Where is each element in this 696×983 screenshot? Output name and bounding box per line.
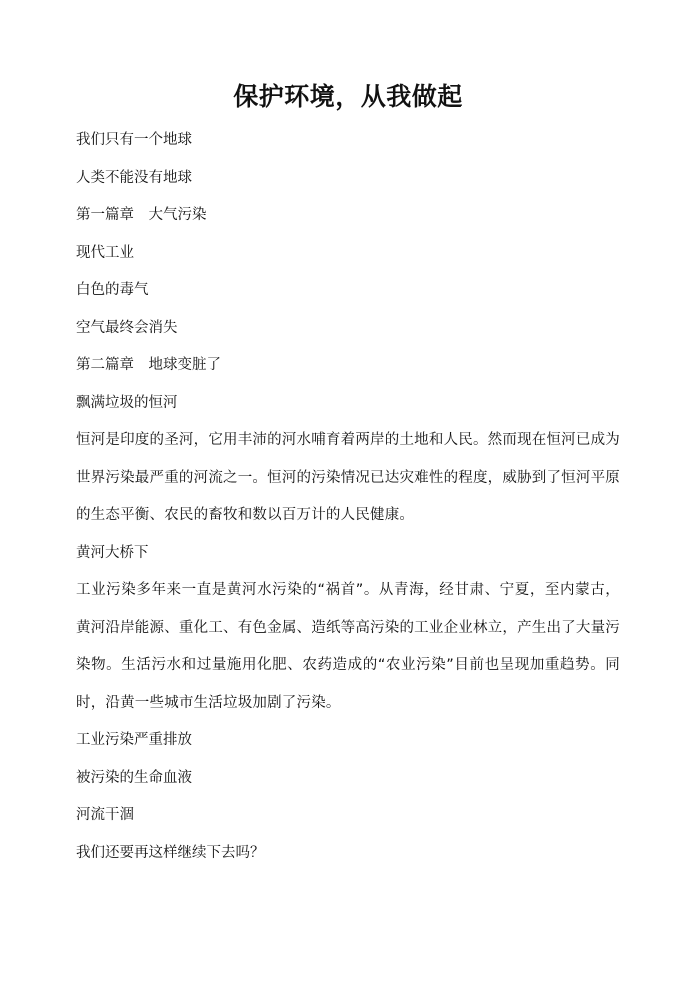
text-line: 白色的毒气 [76,282,149,298]
text-line: 河流干涸 [76,807,134,823]
closing-question: 我们还要再这样继续下去吗？ [76,844,265,861]
text-line: 空气最终会消失 [76,319,178,336]
paragraph-ganges: 恒河是印度的圣河，它用丰沛的河水哺育着两岸的土地和人民。然而现在恒河已成为世界污染最严重的河流之一。恒河的污染情况已达灾难性的程度，威胁到了恒河平原的生态平衡、农民的畜牧和数以百万计的人民健康。 [76,432,620,523]
section-heading: 黄河大桥下 [76,544,149,561]
text-line: 我们只有一个地球 [76,132,192,148]
paragraph-yellow-river: 工业污染多年来一直是黄河水污染的“祸首”。从青海，经甘肃、宁夏，至内蒙古，黄河沿岸能源、重化工、有色金属、造纸等高污染的工业企业林立，产生出了大量污染物。生活污水和过量施用化肥、农药造成的“农业污染”目前也呈现加重趋势。同时，沿黄一些城市生活垃圾加剧了污染。 [76,582,620,711]
text-line: 人类不能没有地球 [76,169,192,186]
document-body [76,122,620,872]
chapter-heading: 第一篇章 大气污染 [76,207,207,223]
document-title: 保护环境，从我做起 [233,82,463,111]
chapter-heading: 第二篇章 地球变脏了 [76,357,221,373]
text-line: 被污染的生命血液 [76,769,192,786]
text-line: 现代工业 [76,244,134,261]
section-heading: 飘满垃圾的恒河 [76,394,178,411]
text-line: 工业污染严重排放 [76,732,192,748]
